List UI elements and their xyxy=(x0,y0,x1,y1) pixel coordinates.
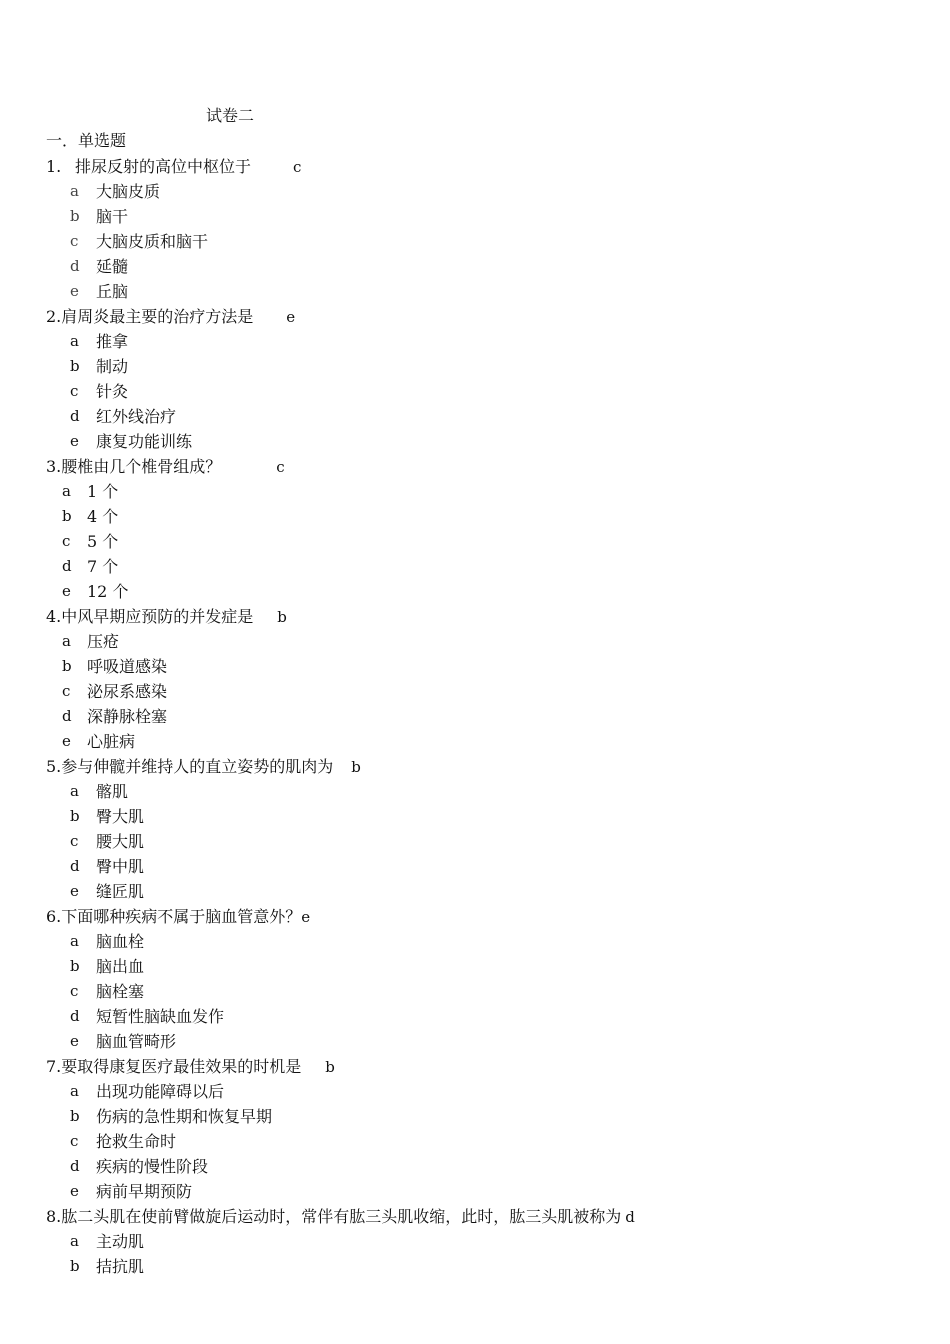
option-text: 腰大肌 xyxy=(96,832,145,851)
option-letter: d xyxy=(62,707,72,725)
option-letter: d xyxy=(70,1007,80,1025)
option-letter: d xyxy=(70,1157,80,1175)
question-stem xyxy=(0,154,950,179)
option-d xyxy=(0,854,950,879)
option-c xyxy=(0,979,950,1004)
option-text: 呼吸道感染 xyxy=(87,657,168,676)
option-a xyxy=(0,179,950,204)
question-stem xyxy=(0,604,950,629)
option-e xyxy=(0,429,950,454)
option-letter: d xyxy=(70,857,80,875)
option-b xyxy=(0,504,950,529)
option-text: 主动肌 xyxy=(96,1232,145,1251)
option-text: 脑出血 xyxy=(96,957,145,976)
option-text: 1 个 xyxy=(87,482,119,501)
option-c xyxy=(0,529,950,554)
question-number: 4. xyxy=(46,607,62,626)
option-letter: c xyxy=(62,532,71,550)
option-e xyxy=(0,729,950,754)
option-text: 深静脉栓塞 xyxy=(87,707,168,726)
option-letter: b xyxy=(62,507,72,525)
question-list xyxy=(0,154,950,1279)
option-e xyxy=(0,1029,950,1054)
option-c xyxy=(0,379,950,404)
option-text: 5 个 xyxy=(87,532,119,551)
option-d xyxy=(0,554,950,579)
option-d xyxy=(0,254,950,279)
option-text: 延髓 xyxy=(96,257,129,276)
option-b xyxy=(0,1104,950,1129)
question-stem xyxy=(0,1054,950,1079)
question-stem xyxy=(0,454,950,479)
question-stem xyxy=(0,754,950,779)
option-a xyxy=(0,929,950,954)
option-letter: d xyxy=(70,407,80,425)
option-a xyxy=(0,779,950,804)
option-text: 针灸 xyxy=(96,382,129,401)
section-heading: 一．单选题 xyxy=(46,131,127,150)
question-6 xyxy=(0,904,950,1054)
option-text: 病前早期预防 xyxy=(96,1182,193,1201)
option-text: 髂肌 xyxy=(96,782,129,801)
option-b xyxy=(0,954,950,979)
option-letter: e xyxy=(70,1032,79,1050)
option-b xyxy=(0,1254,950,1279)
option-letter: c xyxy=(70,382,79,400)
option-text: 伤病的急性期和恢复早期 xyxy=(96,1107,273,1126)
option-letter: e xyxy=(62,732,71,750)
option-letter: c xyxy=(70,832,79,850)
option-letter: a xyxy=(70,932,79,950)
question-text: 排尿反射的高位中枢位于 xyxy=(75,157,252,176)
question-8 xyxy=(0,1204,950,1279)
question-5 xyxy=(0,754,950,904)
option-letter: b xyxy=(62,657,72,675)
option-b xyxy=(0,204,950,229)
option-text: 缝匠肌 xyxy=(96,882,145,901)
option-e xyxy=(0,1179,950,1204)
option-text: 脑栓塞 xyxy=(96,982,145,1001)
option-c xyxy=(0,829,950,854)
question-stem xyxy=(0,1204,950,1229)
question-3 xyxy=(0,454,950,604)
option-letter: e xyxy=(70,432,79,450)
option-letter: b xyxy=(70,207,80,225)
option-letter: e xyxy=(70,1182,79,1200)
question-text: 腰椎由几个椎骨组成？ xyxy=(61,457,222,476)
question-1 xyxy=(0,154,950,304)
answer-key: e xyxy=(286,308,296,326)
option-text: 泌尿系感染 xyxy=(87,682,168,701)
question-stem xyxy=(0,304,950,329)
option-text: 大脑皮质和脑干 xyxy=(96,232,209,251)
option-text: 脑干 xyxy=(96,207,129,226)
option-a xyxy=(0,1229,950,1254)
question-stem xyxy=(0,904,950,929)
question-7 xyxy=(0,1054,950,1204)
option-text: 压疮 xyxy=(87,632,120,651)
option-c xyxy=(0,679,950,704)
option-letter: c xyxy=(70,982,79,1000)
option-text: 臀中肌 xyxy=(96,857,145,876)
option-text: 大脑皮质 xyxy=(96,182,161,201)
answer-key: d xyxy=(625,1208,635,1226)
option-e xyxy=(0,279,950,304)
question-number: 2. xyxy=(46,307,62,326)
option-a xyxy=(0,1079,950,1104)
option-b xyxy=(0,354,950,379)
option-c xyxy=(0,229,950,254)
option-letter: b xyxy=(70,957,80,975)
exam-title: 试卷二 xyxy=(206,106,255,125)
option-letter: d xyxy=(70,257,80,275)
option-text: 臀大肌 xyxy=(96,807,145,826)
option-letter: b xyxy=(70,357,80,375)
question-text: 肱二头肌在使前臂做旋后运动时，常伴有肱三头肌收缩，此时，肱三头肌被称为 xyxy=(61,1207,622,1226)
option-letter: a xyxy=(70,332,79,350)
answer-key: e xyxy=(301,908,311,926)
question-4 xyxy=(0,604,950,754)
option-text: 7 个 xyxy=(87,557,119,576)
answer-key: c xyxy=(293,158,302,176)
question-number: 5. xyxy=(46,757,62,776)
option-text: 短暂性脑缺血发作 xyxy=(96,1007,225,1026)
option-text: 心脏病 xyxy=(87,732,136,751)
option-text: 脑血管畸形 xyxy=(96,1032,177,1051)
question-text: 中风早期应预防的并发症是 xyxy=(61,607,254,626)
option-d xyxy=(0,704,950,729)
option-c xyxy=(0,1129,950,1154)
option-a xyxy=(0,629,950,654)
option-d xyxy=(0,1154,950,1179)
option-d xyxy=(0,1004,950,1029)
option-letter: a xyxy=(70,1232,79,1250)
option-letter: a xyxy=(70,782,79,800)
option-letter: a xyxy=(70,182,79,200)
option-letter: a xyxy=(70,1082,79,1100)
option-d xyxy=(0,404,950,429)
option-letter: b xyxy=(70,1257,80,1275)
option-letter: d xyxy=(62,557,72,575)
option-letter: c xyxy=(62,682,71,700)
option-e xyxy=(0,579,950,604)
question-number: 6. xyxy=(46,907,62,926)
question-2 xyxy=(0,304,950,454)
option-letter: e xyxy=(62,582,71,600)
option-b xyxy=(0,804,950,829)
option-text: 康复功能训练 xyxy=(96,432,193,451)
question-text: 参与伸髋并维持人的直立姿势的肌肉为 xyxy=(61,757,334,776)
option-text: 12 个 xyxy=(87,582,129,601)
option-letter: e xyxy=(70,282,79,300)
option-text: 脑血栓 xyxy=(96,932,145,951)
question-number: 7. xyxy=(46,1057,62,1076)
option-text: 出现功能障碍以后 xyxy=(96,1082,225,1101)
option-b xyxy=(0,654,950,679)
option-letter: c xyxy=(70,1132,79,1150)
option-letter: b xyxy=(70,807,80,825)
option-text: 推拿 xyxy=(96,332,129,351)
option-text: 4 个 xyxy=(87,507,119,526)
option-letter: a xyxy=(62,482,71,500)
question-number: 3. xyxy=(46,457,62,476)
option-a xyxy=(0,479,950,504)
answer-key: b xyxy=(277,608,287,626)
question-number: 1. xyxy=(46,157,62,176)
option-text: 疾病的慢性阶段 xyxy=(96,1157,209,1176)
option-text: 制动 xyxy=(96,357,129,376)
answer-key: b xyxy=(325,1058,335,1076)
option-text: 红外线治疗 xyxy=(96,407,177,426)
question-text: 肩周炎最主要的治疗方法是 xyxy=(61,307,254,326)
option-e xyxy=(0,879,950,904)
option-letter: b xyxy=(70,1107,80,1125)
option-letter: e xyxy=(70,882,79,900)
answer-key: c xyxy=(276,458,285,476)
option-letter: c xyxy=(70,232,79,250)
option-letter: a xyxy=(62,632,71,650)
question-text: 要取得康复医疗最佳效果的时机是 xyxy=(61,1057,302,1076)
option-a xyxy=(0,329,950,354)
question-text: 下面哪种疾病不属于脑血管意外？ xyxy=(61,907,302,926)
option-text: 抢救生命时 xyxy=(96,1132,177,1151)
question-number: 8. xyxy=(46,1207,62,1226)
answer-key: b xyxy=(351,758,361,776)
option-text: 丘脑 xyxy=(96,282,129,301)
option-text: 拮抗肌 xyxy=(96,1257,145,1276)
